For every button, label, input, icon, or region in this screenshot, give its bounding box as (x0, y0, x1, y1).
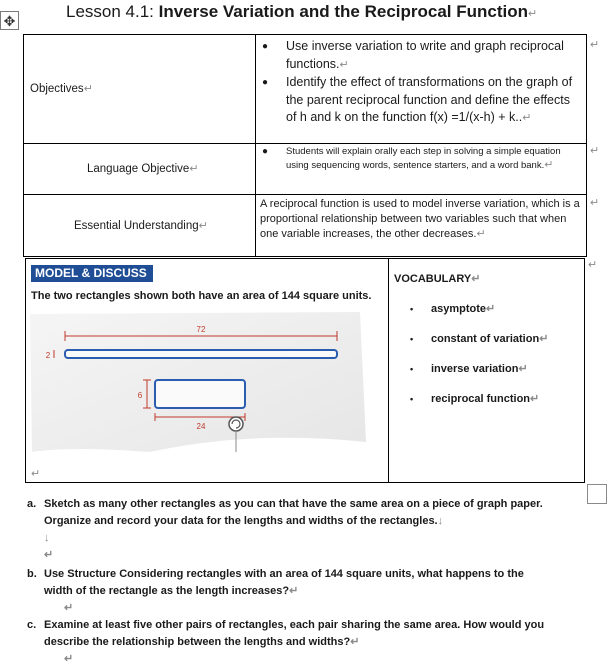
model-discuss-label: MODEL & DISCUSS (31, 265, 153, 282)
question-a: a. Sketch as many other rectangles as you can that have the same area on a piece of graph paper. Organize and record your data for the lengths and widths of the rectangles.↓ ↓ ↵ (27, 498, 543, 561)
objective-item: ● Identify the effect of transformations on the graph of the parent reciprocal function and define the effects of h and k on the function f(x) =1/(x-h) + k..↵ (258, 74, 583, 128)
table-border-right (586, 34, 587, 257)
language-objective-item: ● Students will explain orally each step in solving a simple equation using sequencing words, sentence starters, and a word bank.↵ (258, 145, 583, 172)
long-rectangle (65, 350, 337, 358)
question-c: c. Examine at least five other pairs of rectangles, each pair sharing the same area. How would you describe the relationship between the lengths and widths?↵ ↵ (27, 619, 545, 665)
row-end-mark: ↵ (590, 39, 600, 51)
paragraph-mark: ↵ (31, 468, 41, 480)
row-end-mark: ↵ (588, 259, 598, 271)
vocabulary-item: • asymptote↵ (410, 303, 496, 315)
objectives-label: Objectives↵ (30, 83, 93, 95)
table-move-handle-icon[interactable]: ✥ (0, 11, 19, 30)
vocabulary-title: VOCABULARY↵ (394, 273, 481, 285)
language-objective-list (258, 145, 583, 172)
model-discuss-text: The two rectangles shown both have an area of 144 square units. (31, 290, 372, 302)
table-row-divider (23, 143, 586, 144)
table-border-left (23, 34, 24, 257)
row-end-mark: ↵ (590, 197, 600, 209)
short-width-label: 6 (137, 391, 143, 400)
question-b: b. Use Structure Considering rectangles with an area of 144 square units, what happens to the width of the rectangle as the length increases?↵ ↵ (27, 568, 524, 614)
row-end-mark: ↵ (590, 145, 600, 157)
lower-table-top (25, 258, 585, 259)
rotate-handle-icon[interactable] (229, 417, 243, 431)
table-row-divider (23, 194, 586, 195)
objective-item: ● Use inverse variation to write and graph reciprocal functions.↵ (258, 38, 583, 74)
vocabulary-item: • inverse variation↵ (410, 363, 528, 375)
lower-table-divider (388, 258, 389, 483)
essential-understanding-label: Essential Understanding↵ (74, 220, 208, 232)
short-rectangle (155, 380, 245, 408)
long-width-label: 2 (45, 351, 51, 360)
table-row-divider (23, 256, 586, 257)
language-objective-label: Language Objective↵ (87, 163, 199, 175)
short-length-label: 24 (196, 422, 206, 431)
lower-table-left (25, 258, 26, 483)
table-border-top (23, 34, 586, 35)
rectangles-figure (30, 312, 370, 460)
long-length-label: 72 (196, 325, 206, 334)
vocabulary-item: • reciprocal function↵ (410, 393, 540, 405)
lower-table-bottom (25, 482, 585, 483)
page-title (66, 2, 537, 22)
paragraph-mark: ↵ (528, 8, 538, 20)
essential-understanding-text: A reciprocal function is used to model inverse variation, which is a proportional relationship between two variables such that when one variable increases, the other decreases.↵ (260, 198, 580, 240)
table-column-divider (255, 34, 256, 257)
vocabulary-item: • constant of variation↵ (410, 333, 549, 345)
title-prefix: Lesson 4.1: (66, 2, 159, 21)
lower-table-right (584, 258, 585, 483)
title-bold: Inverse Variation and the Reciprocal Function (158, 2, 528, 21)
objectives-list (258, 38, 583, 128)
